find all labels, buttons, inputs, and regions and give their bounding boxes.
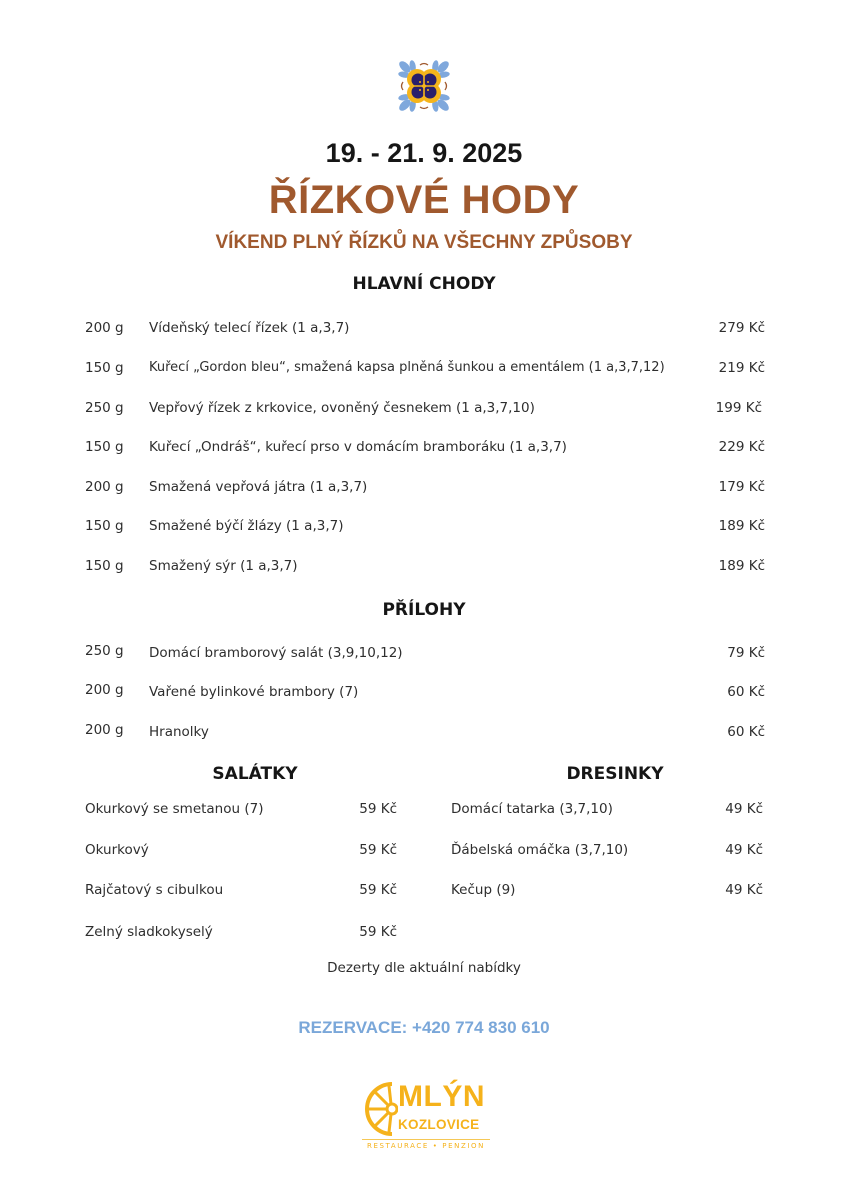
item-name: Vepřový řízek z krkovice, ovoněný česnekem (1 a,3,7,10) [149,400,535,416]
item-name: Ďábelská omáčka (3,7,10) [451,842,629,858]
event-title: ŘÍZKOVÉ HODY [268,178,580,222]
logo-place: KOZLOVICE [398,1117,480,1132]
item-price: 60 Kč [727,684,765,700]
item-weight: 250 g [85,400,124,416]
dressing-item [451,882,763,904]
salad-item [85,801,397,823]
section-heading-sides: PŘÍLOHY [382,600,466,620]
item-name: Kuřecí „Ondráš“, kuřecí prso v domácím bramboráku (1 a,3,7) [149,439,567,455]
item-price: 49 Kč [725,801,763,817]
item-name: Okurkový [85,842,149,858]
section-heading-dressings: DRESINKY [566,764,664,784]
item-price: 49 Kč [725,842,763,858]
item-price: 59 Kč [359,882,397,898]
item-weight: 200 g [85,682,124,698]
logo-tagline: RESTAURACE • PENZION [367,1142,485,1150]
logo-name: MLÝN [398,1080,485,1113]
item-price: 59 Kč [359,801,397,817]
menu-item [85,683,765,705]
salad-item [85,924,397,946]
salad-item [85,882,397,904]
menu-item [85,558,765,580]
item-weight: 150 g [85,558,124,574]
item-price: 199 Kč [715,400,762,416]
section-heading-salads: SALÁTKY [212,764,298,784]
item-price: 189 Kč [718,518,765,534]
logo-divider [362,1139,490,1140]
item-weight: 150 g [85,439,124,455]
item-price: 79 Kč [727,645,765,661]
item-name: Kuřecí „Gordon bleu“, smažená kapsa plněná šunkou a ementálem (1 a,3,7,12) [149,360,665,375]
restaurant-logo [358,1080,492,1156]
item-weight: 200 g [85,320,124,336]
menu-item [85,644,765,666]
folk-flower-ornament-icon [390,52,458,120]
item-name: Smažená vepřová játra (1 a,3,7) [149,479,368,495]
item-price: 59 Kč [359,842,397,858]
menu-item [85,400,765,422]
item-price: 49 Kč [725,882,763,898]
item-name: Vídeňský telecí řízek (1 a,3,7) [149,320,350,336]
item-weight: 250 g [85,643,124,659]
item-name: Smažené býčí žlázy (1 a,3,7) [149,518,344,534]
item-price: 219 Kč [718,360,765,376]
dressing-item [451,801,763,823]
item-price: 229 Kč [718,439,765,455]
item-price: 279 Kč [718,320,765,336]
item-name: Zelný sladkokyselý [85,924,213,940]
item-weight: 200 g [85,479,124,495]
item-name: Domácí bramborový salát (3,9,10,12) [149,645,403,661]
desserts-note: Dezerty dle aktuální nabídky [327,960,521,976]
menu-item [85,479,765,501]
mill-wheel-icon [358,1080,398,1138]
menu-item [85,518,765,540]
item-price: 179 Kč [718,479,765,495]
event-subtitle: VÍKEND PLNÝ ŘÍZKŮ NA VŠECHNY ZPŮSOBY [215,232,633,253]
item-weight: 200 g [85,722,124,738]
item-price: 60 Kč [727,724,765,740]
menu-item [85,320,765,342]
item-name: Rajčatový s cibulkou [85,882,224,898]
dressing-item [451,842,763,864]
menu-item [85,360,765,382]
menu-item [85,723,765,745]
salad-item [85,842,397,864]
item-weight: 150 g [85,518,124,534]
reservation-phone: REZERVACE: +420 774 830 610 [298,1018,550,1037]
item-name: Smažený sýr (1 a,3,7) [149,558,298,574]
item-name: Vařené bylinkové brambory (7) [149,684,359,700]
event-date: 19. - 21. 9. 2025 [325,138,523,168]
item-weight: 150 g [85,360,124,376]
item-name: Domácí tatarka (3,7,10) [451,801,613,817]
item-name: Okurkový se smetanou (7) [85,801,264,817]
section-heading-main-courses: HLAVNÍ CHODY [352,274,496,294]
item-price: 189 Kč [718,558,765,574]
item-price: 59 Kč [359,924,397,940]
item-name: Hranolky [149,724,209,740]
item-name: Kečup (9) [451,882,516,898]
menu-item [85,439,765,461]
